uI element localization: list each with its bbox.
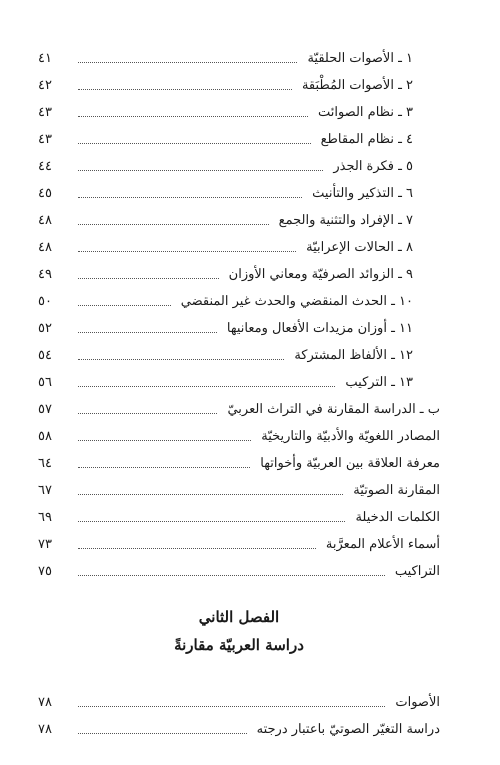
- dot-leader: [78, 359, 284, 360]
- toc-entry[interactable]: [38, 337, 440, 364]
- toc-entry-label: ٦ ـ التذكير والتأنيث: [312, 186, 413, 201]
- toc-entry-label: ١٣ ـ التركيب: [345, 375, 413, 390]
- toc-entry-label: ٨ ـ الحالات الإعرابيّة: [306, 240, 413, 255]
- toc-entry[interactable]: [38, 364, 440, 391]
- toc-entry-label: الأصوات: [395, 695, 440, 710]
- toc-entry-label: الكلمات الدخيلة: [355, 510, 440, 525]
- dot-leader: [78, 62, 297, 63]
- toc-entry-page-number: ٥٧: [38, 402, 52, 417]
- chapter-header: [38, 604, 440, 660]
- toc-entry-label: معرفة العلاقة بين العربيّة وأخواتها: [260, 456, 440, 471]
- toc-entry-page-number: ٤٩: [38, 267, 52, 282]
- toc-entry-page-number: ٦٤: [38, 456, 52, 471]
- toc-entry-label: أسماء الأعلام المعرَّبة: [325, 537, 440, 552]
- toc-entry-label: ١٠ ـ الحدث المنقضي والحدث غير المنقضي: [180, 294, 413, 309]
- toc-entry-page-number: ٦٩: [38, 510, 52, 525]
- toc-entry[interactable]: [38, 445, 440, 472]
- toc-entry-label: ٩ ـ الزوائد الصرفيّة ومعاني الأوزان: [228, 267, 413, 282]
- dot-leader: [78, 305, 171, 306]
- toc-entry-label: ٤ ـ نظام المقاطع: [320, 132, 413, 147]
- toc-entry-page-number: ٤٢: [38, 78, 52, 93]
- chapter-title: الفصل الثاني: [198, 608, 280, 626]
- dot-leader: [78, 575, 385, 576]
- toc-entry-label: التراكيب: [394, 564, 440, 579]
- toc-entry-page-number: ٧٣: [38, 537, 52, 552]
- toc-entry-label: ٣ ـ نظام الصوائت: [317, 105, 413, 120]
- toc-entry-page-number: ٤٣: [38, 105, 52, 120]
- toc-entry-label: ب ـ الدراسة المقارنة في التراث العربيّ: [227, 402, 440, 417]
- dot-leader: [78, 733, 247, 734]
- dot-leader: [78, 440, 251, 441]
- toc-entry[interactable]: [38, 499, 440, 526]
- dot-leader: [78, 143, 311, 144]
- dot-leader: [78, 224, 269, 225]
- toc-entry-page-number: ٤٤: [38, 159, 52, 174]
- toc-entry[interactable]: [38, 94, 440, 121]
- toc-entry[interactable]: [38, 121, 440, 148]
- toc-entry[interactable]: [38, 40, 440, 67]
- toc-entry-page-number: ٥٢: [38, 321, 52, 336]
- dot-leader: [78, 116, 308, 117]
- toc-entry-page-number: ٥٨: [38, 429, 52, 444]
- dot-leader: [78, 413, 217, 414]
- toc-entry-label: ١١ ـ أوزان مزيدات الأفعال ومعانيها: [226, 321, 413, 336]
- dot-leader: [78, 548, 316, 549]
- toc-entry[interactable]: [38, 472, 440, 499]
- toc-entry[interactable]: [38, 418, 440, 445]
- toc-entry[interactable]: [38, 175, 440, 202]
- toc-list-part2: [38, 684, 440, 738]
- dot-leader: [78, 706, 385, 707]
- toc-entry-label: ٥ ـ فكرة الجذر: [333, 159, 413, 174]
- toc-entry-page-number: ٥٤: [38, 348, 52, 363]
- dot-leader: [78, 251, 296, 252]
- dot-leader: [78, 89, 292, 90]
- toc-entry-page-number: ٤٨: [38, 213, 52, 228]
- toc-entry[interactable]: [38, 391, 440, 418]
- toc-entry-page-number: ٤٨: [38, 240, 52, 255]
- dot-leader: [78, 521, 345, 522]
- toc-entry-page-number: ٤٣: [38, 132, 52, 147]
- toc-entry-label: المقارنة الصوتيّة: [353, 483, 440, 498]
- chapter-subtitle: دراسة العربيّة مقارنةً: [174, 636, 304, 654]
- toc-entry-label: المصادر اللغويّة والأدبيّة والتاريخيّة: [261, 429, 440, 444]
- dot-leader: [78, 278, 219, 279]
- toc-entry-page-number: ٧٥: [38, 564, 52, 579]
- toc-entry[interactable]: [38, 711, 440, 738]
- toc-entry-label: ٢ ـ الأصوات المُطْبَقة: [301, 78, 413, 93]
- toc-entry-page-number: ٤١: [38, 51, 52, 66]
- toc-entry-page-number: ٥٦: [38, 375, 52, 390]
- toc-entry[interactable]: [38, 526, 440, 553]
- toc-entry-label: ٧ ـ الإفراد والتثنية والجمع: [278, 213, 413, 228]
- toc-list-part1: [38, 40, 440, 580]
- toc-entry-page-number: ٥٠: [38, 294, 52, 309]
- toc-entry[interactable]: [38, 553, 440, 580]
- dot-leader: [78, 386, 335, 387]
- dot-leader: [78, 197, 302, 198]
- dot-leader: [78, 494, 343, 495]
- dot-leader: [78, 332, 217, 333]
- toc-entry[interactable]: [38, 67, 440, 94]
- toc-entry-page-number: ٤٥: [38, 186, 52, 201]
- toc-entry-page-number: ٧٨: [38, 695, 52, 710]
- toc-entry-label: دراسة التغيّر الصوتيّ باعتبار درجته: [256, 722, 440, 737]
- toc-entry[interactable]: [38, 202, 440, 229]
- toc-entry-page-number: ٧٨: [38, 722, 52, 737]
- toc-entry-label: ١٢ ـ الألفاظ المشتركة: [294, 348, 413, 363]
- toc-entry-page-number: ٦٧: [38, 483, 52, 498]
- toc-entry[interactable]: [38, 684, 440, 711]
- toc-entry[interactable]: [38, 148, 440, 175]
- toc-entry[interactable]: [38, 229, 440, 256]
- toc-entry-label: ١ ـ الأصوات الحلقيّة: [307, 51, 413, 66]
- dot-leader: [78, 170, 323, 171]
- dot-leader: [78, 467, 250, 468]
- toc-entry[interactable]: [38, 256, 440, 283]
- toc-entry[interactable]: [38, 310, 440, 337]
- toc-entry[interactable]: [38, 283, 440, 310]
